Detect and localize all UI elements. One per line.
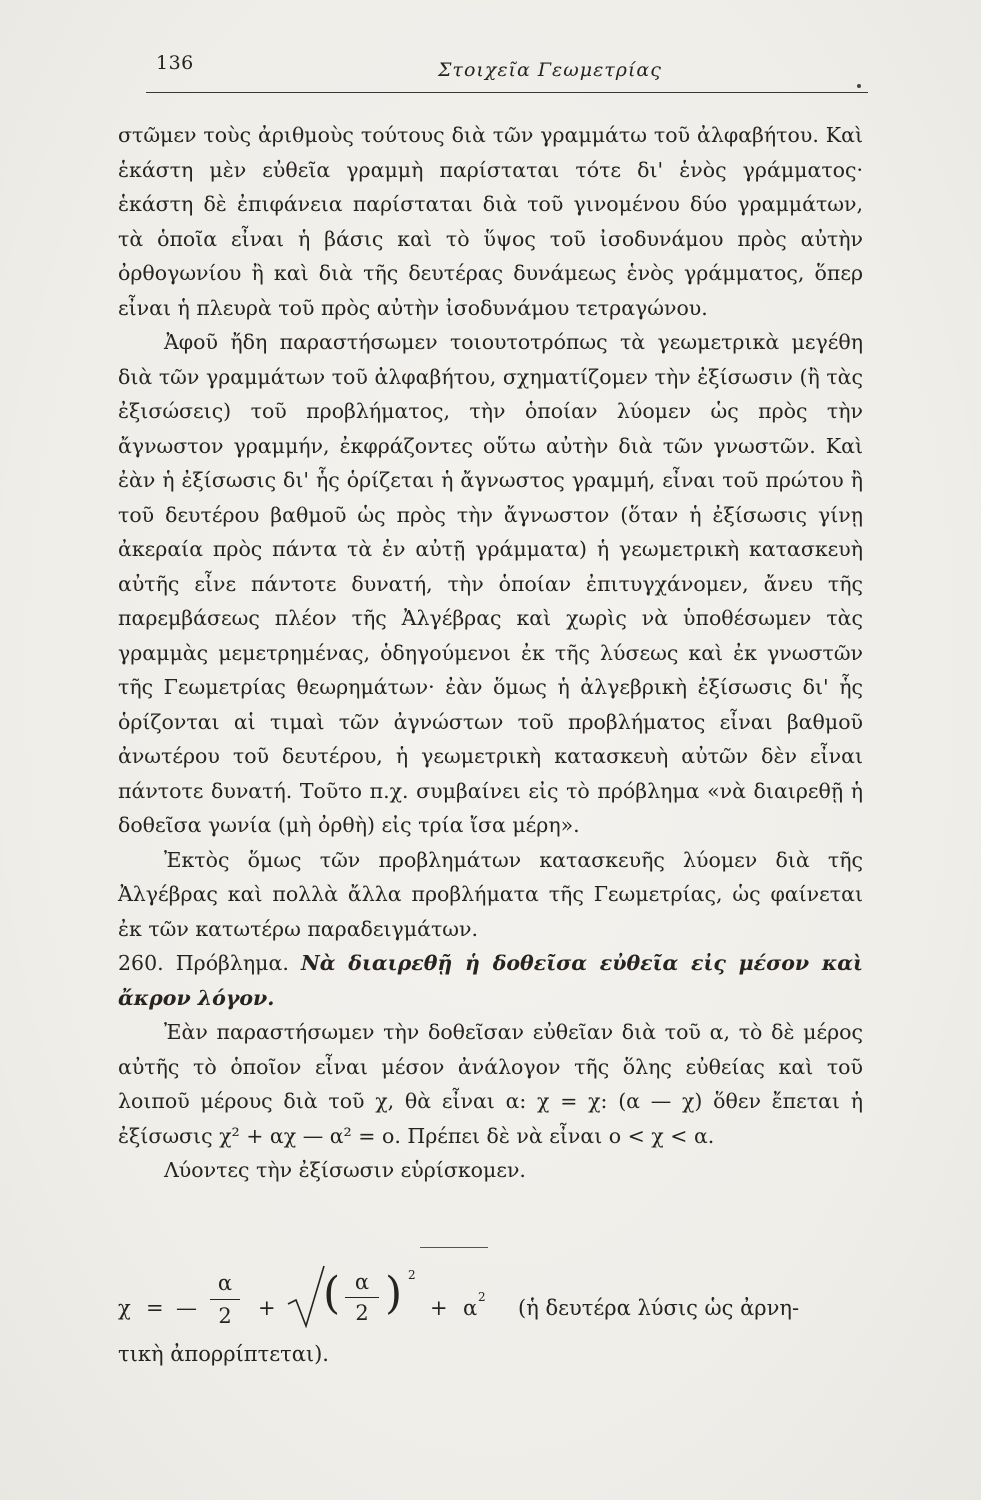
problem-title: Νὰ διαιρεθῇ ἡ δοθεῖσα εὐθεῖα εἰς μέσον καὶ ἄκρον λόγον.	[118, 951, 863, 1010]
page-number: 136	[156, 52, 194, 74]
formula-a: α	[463, 1296, 478, 1320]
body-text	[118, 118, 863, 1188]
inner-numerator: α	[354, 1270, 370, 1294]
sqrt-sign-icon	[286, 1264, 326, 1328]
formula-parenthesized-fraction	[323, 1262, 413, 1328]
running-title: Στοιχεῖα Γεωμετρίας	[438, 59, 662, 81]
formula-equals: =	[146, 1296, 164, 1320]
formula-plus-2: +	[430, 1296, 448, 1320]
separator-rule	[420, 1247, 488, 1248]
inner-fraction	[345, 1268, 379, 1327]
paragraph-1: στῶμεν τοὺς ἀριθμοὺς τούτους διὰ τῶν γραμμάτω τοῦ ἀλφαβήτου. Καὶ ἑκάστη μὲν εὐθεῖα γραμμὴ παρίσταται τότε δι' ἑνὸς γράμματος· ἑκάστη δὲ ἐπιφάνεια παρίσταται διὰ τοῦ γινομένου δύο γραμμάτων, τὰ ὁποῖα εἶναι ἡ βάσις καὶ τὸ ὕψος τοῦ ἰσοδυνάμου πρὸς αὐτὴν ὀρθογωνίου ἢ καὶ διὰ τῆς δευτέρας δυνάμεως ἑνὸς γράμματος, ὅπερ εἶναι ἡ πλευρὰ τοῦ πρὸς αὐτὴν ἰσοδυνάμου τετραγώνου.	[118, 123, 863, 320]
problem-number: 260. Πρόβλημα.	[118, 951, 289, 975]
formula-note: (ἡ δευτέρα λύσις ὡς ἀρνη-	[518, 1296, 800, 1320]
fraction-numerator: α	[217, 1271, 233, 1295]
paragraph-3: Ἐκτὸς ὅμως τῶν προβλημάτων κατασκευῆς λύομεν διὰ τῆς Ἀλγέβρας καὶ πολλὰ ἄλλα προβλήματα τῆς Γεωμετρίας, ὡς φαίνεται ἐκ τῶν κατωτέρω παραδειγμάτων.	[118, 847, 863, 941]
paren-left: (	[323, 1268, 341, 1319]
paragraph-2: Ἀφοῦ ἤδη παραστήσωμεν τοιουτοτρόπως τὰ γεωμετρικὰ μεγέθη διὰ τῶν γραμμάτων τοῦ ἀλφαβήτου, σχηματίζομεν τὴν ἐξίσωσιν (ἢ τὰς ἐξισώσεις) τοῦ προβλήματος, τὴν ὁποίαν λύομεν ὡς πρὸς τὴν ἄγνωστον γραμμήν, ἐκφράζοντες οὕτω αὐτὴν διὰ τῶν γνωστῶν. Καὶ ἐὰν ἡ ἐξίσωσις δι' ἧς ὁρίζεται ἡ ἄγνωστος γραμμή, εἶναι τοῦ πρώτου ἢ τοῦ δευτέρου βαθμοῦ ὡς πρὸς τὴν ἄγνωστον (ὅταν ἡ ἐξίσωσις γίνῃ ἀκεραία πρὸς πάντα τὰ ἐν αὐτῇ γράμματα) ἡ γεωμετρικὴ κατασκευὴ αὐτῆς εἶνε πάντοτε δυνατή, τὴν ὁποίαν ἐπιτυγχάνομεν, ἄνευ τῆς παρεμβάσεως πλέον τῆς Ἀλγέβρας καὶ χωρὶς νὰ ὑποθέσωμεν τὰς γραμμὰς μεμετρημένας, ὁδηγούμενοι ἐκ τῆς λύσεως καὶ ἐκ γνωστῶν τῆς Γεωμετρίας θεωρημάτων· ἐὰν ὅμως ἡ ἀλγεβρικὴ ἐξίσωσις δι' ἧς ὁρίζονται αἱ τιμαὶ τῶν ἀγνώστων τοῦ προβλήματος εἶναι βαθμοῦ ἀνωτέρου τοῦ δευτέρου, ἡ γεωμετρικὴ κατασκευὴ αὐτῶν δὲν εἶναι πάντοτε δυνατή. Τοῦτο π.χ. συμβαίνει εἰς τὸ πρόβλημα «νὰ διαιρεθῇ ἡ δοθεῖσα γωνία (μὴ ὀρθὴ) εἰς τρία ἴσα μέρη».	[118, 330, 863, 837]
problem-heading	[118, 946, 863, 1015]
formula-x: χ	[118, 1296, 131, 1320]
header-rule	[146, 92, 868, 93]
inner-fraction-bar	[345, 1297, 379, 1298]
paragraph-5: Λύοντες τὴν ἐξίσωσιν εὑρίσκομεν.	[164, 1158, 526, 1182]
fraction-bar	[210, 1299, 240, 1300]
exponent-2: 2	[408, 1268, 416, 1282]
inner-denominator: 2	[355, 1301, 369, 1325]
paragraph-4: Ἐὰν παραστήσωμεν τὴν δοθεῖσαν εὐθεῖαν διὰ τοῦ α, τὸ δὲ μέρος αὐτῆς τὸ ὁποῖον εἶναι μέσον ἀνάλογον τῆς ὅλης εὐθείας καὶ τοῦ λοιποῦ μέρους διὰ τοῦ χ, θὰ εἶναι α: χ = χ: (α — χ) ὅθεν ἔπεται ἡ ἐξίσωσις χ² + αχ — α² = ο. Πρέπει δὲ νὰ εἶναι ο < χ < α.	[118, 1020, 863, 1148]
formula-note-cont: τικὴ ἀπορρίπτεται).	[118, 1342, 329, 1366]
ink-dot	[857, 84, 861, 88]
formula-plus: +	[258, 1296, 276, 1320]
exponent-2b: 2	[478, 1290, 486, 1304]
fraction-denominator: 2	[218, 1304, 232, 1328]
formula-fraction	[210, 1268, 240, 1331]
solution-formula	[118, 1262, 878, 1366]
page-header	[138, 48, 868, 96]
formula-minus: —	[176, 1296, 197, 1320]
paren-right: )	[385, 1268, 403, 1319]
